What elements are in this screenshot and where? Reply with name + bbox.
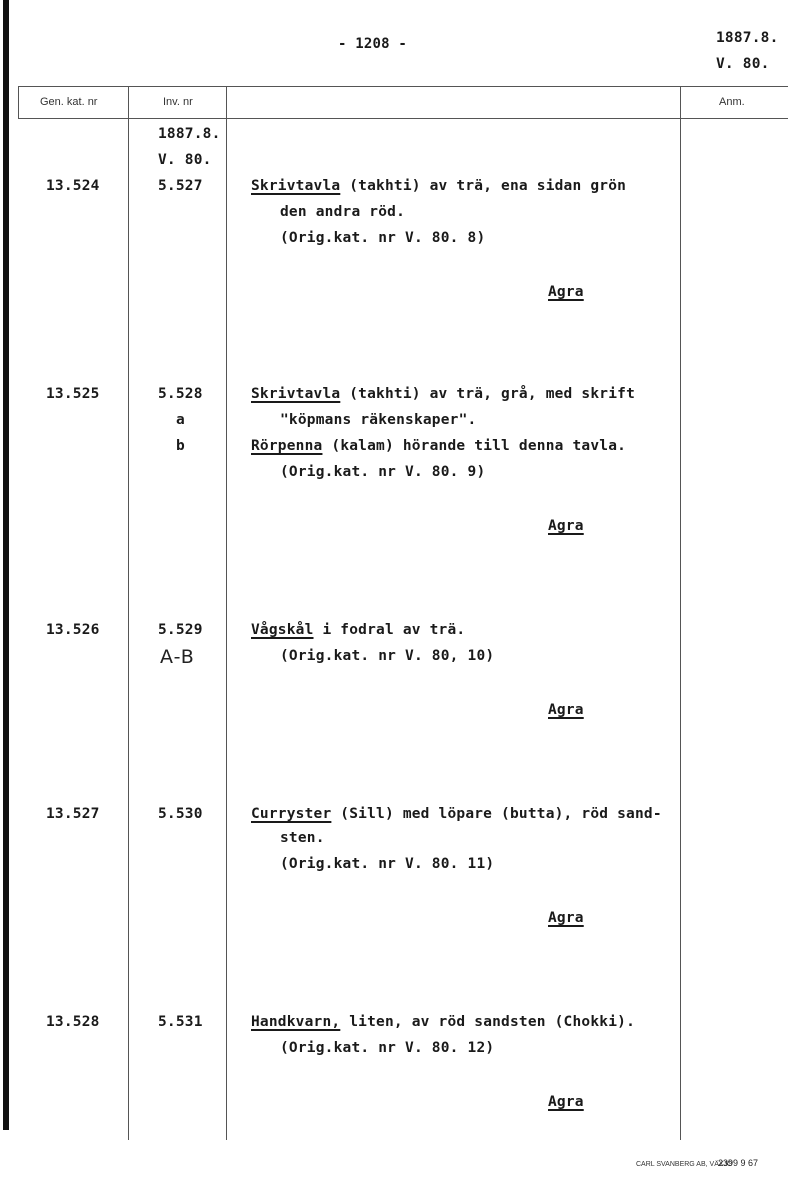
intro-ref-2: V. 80. [158, 152, 212, 168]
description-line [251, 622, 465, 638]
description-line [251, 386, 635, 402]
description-text: i fodral av trä. [313, 622, 466, 638]
inv-number: 5.528 [158, 386, 203, 402]
description-line [251, 1014, 635, 1030]
inv-number: 5.530 [158, 806, 203, 822]
inv-sub-b: b [176, 438, 185, 454]
column-divider-3 [680, 86, 681, 1140]
item-title: Curryster [251, 806, 332, 822]
table-left-border [18, 86, 19, 118]
catalog-reference: (Orig.kat. nr V. 80, 10) [280, 648, 495, 664]
description-text: liten, av röd sandsten (Chokki). [340, 1014, 635, 1030]
header-gen-kat-nr: Gen. kat. nr [40, 96, 98, 108]
description-text: (kalam) hörande till denna tavla. [322, 438, 627, 454]
gen-number: 13.527 [46, 806, 100, 822]
catalog-reference: (Orig.kat. nr V. 80. 8) [280, 230, 486, 246]
header-inv-nr: Inv. nr [163, 96, 193, 108]
origin-place: Agra [548, 702, 584, 718]
item-title: Skrivtavla [251, 386, 341, 402]
catalog-reference: (Orig.kat. nr V. 80. 12) [280, 1040, 495, 1056]
header-ref-line-1: 1887.8. [716, 30, 779, 46]
catalog-reference: (Orig.kat. nr V. 80. 11) [280, 856, 495, 872]
description-text: (takhti) av trä, ena sidan grön [340, 178, 627, 194]
gen-number: 13.525 [46, 386, 100, 402]
item-title: Handkvarn, [251, 1014, 341, 1030]
origin-place: Agra [548, 284, 584, 300]
gen-number: 13.528 [46, 1014, 100, 1030]
description-line: "köpmans räkenskaper". [280, 412, 477, 428]
intro-ref-1: 1887.8. [158, 126, 221, 142]
left-margin-bar [3, 0, 9, 1130]
header-anm: Anm. [719, 96, 745, 108]
item-title-2: Rörpenna [251, 438, 323, 454]
header-ref-line-2: V. 80. [716, 56, 770, 72]
column-divider-2 [226, 86, 227, 1140]
origin-place: Agra [548, 1094, 584, 1110]
description-line: den andra röd. [280, 204, 406, 220]
page-number: - 1208 - [338, 36, 408, 52]
inv-number: 5.527 [158, 178, 203, 194]
item-title: Skrivtavla [251, 178, 341, 194]
form-code: 2399 9 67 [718, 1158, 759, 1168]
description-text: (takhti) av trä, grå, med skrift [340, 386, 635, 402]
origin-place: Agra [548, 910, 584, 926]
table-header-border [18, 118, 788, 119]
description-line [251, 806, 662, 822]
inv-sub-a: a [176, 412, 185, 428]
handwritten-note: A-B [160, 646, 195, 668]
inv-number: 5.531 [158, 1014, 203, 1030]
item-title: Vågskål [251, 622, 314, 638]
description-line [251, 178, 626, 194]
gen-number: 13.526 [46, 622, 100, 638]
description-line: sten. [280, 830, 325, 846]
description-text: (Sill) med löpare (butta), röd sand- [331, 806, 662, 822]
table-top-border [18, 86, 788, 87]
column-divider-1 [128, 86, 129, 1140]
inv-number: 5.529 [158, 622, 203, 638]
origin-place: Agra [548, 518, 584, 534]
description-line [251, 438, 626, 454]
printer-imprint: CARL SVANBERG AB, VÄXJÖ [636, 1161, 733, 1168]
catalog-reference: (Orig.kat. nr V. 80. 9) [280, 464, 486, 480]
gen-number: 13.524 [46, 178, 100, 194]
